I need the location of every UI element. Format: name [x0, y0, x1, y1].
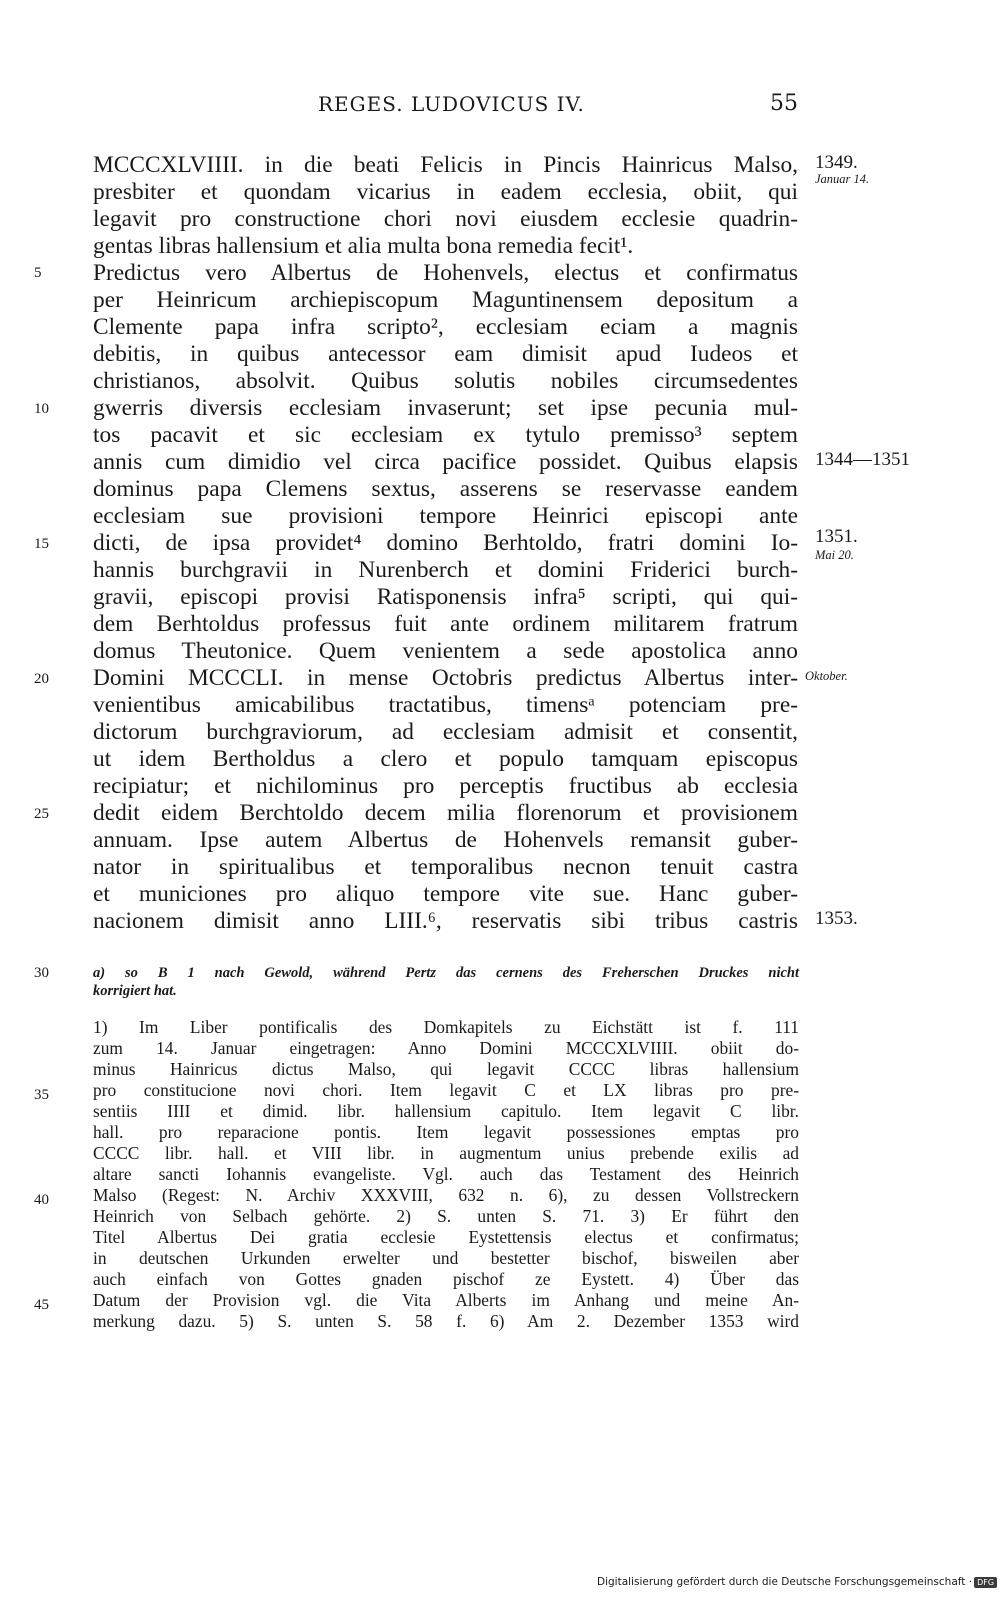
margin-date: Mai 20.	[815, 548, 854, 562]
line-number: 25	[34, 806, 49, 822]
text-line: dem Berhtoldus professus fuit ante ordinem militarem fratrum	[93, 611, 798, 637]
margin-date: 1351.	[815, 526, 858, 547]
footnote-line: Heinrich von Selbach gehörte. 2) S. unten S. 71. 3) Er führt den	[93, 1206, 799, 1226]
text-line: nacionem dimisit anno LIII.⁶, reservatis sibi tribus castris	[93, 908, 798, 934]
text-line: et municiones pro aliquo tempore vite sue. Hanc guber-	[93, 881, 798, 907]
margin-date: 1344—1351	[815, 449, 910, 470]
text-line: dicti, de ipsa providet⁴ domino Berhtoldo, fratri domini Io-	[93, 530, 798, 556]
footnote-line: minus Hainricus dictus Malso, qui legavit CCCC libras hallensium	[93, 1059, 799, 1079]
text-line: presbiter et quondam vicarius in eadem ecclesia, obiit, qui	[93, 179, 798, 205]
margin-date: Januar 14.	[815, 172, 870, 186]
footnote-line: altare sancti Iohannis evangeliste. Vgl. auch das Testament des Heinrich	[93, 1164, 799, 1184]
text-line: tos pacavit et sic ecclesiam ex tytulo premisso³ septem	[93, 422, 798, 448]
line-number: 15	[34, 536, 49, 552]
text-line: gravii, episcopi provisi Ratisponensis infra⁵ scripti, qui qui-	[93, 584, 798, 610]
footnote-line: 1) Im Liber pontificalis des Domkapitels zu Eichstätt ist f. 111	[93, 1017, 799, 1037]
footnote-line: pro constitucione novi chori. Item legavit C et LX libras pro pre-	[93, 1080, 799, 1100]
footnote-line: Malso (Regest: N. Archiv XXXVIII, 632 n. 6), zu dessen Vollstreckern	[93, 1185, 799, 1205]
critical-note-line: korrigiert hat.	[93, 983, 177, 999]
text-line: hannis burchgravii in Nurenberch et domini Friderici burch-	[93, 557, 798, 583]
text-line: gentas libras hallensium et alia multa bona remedia fecit¹.	[93, 233, 634, 259]
text-line: gwerris diversis ecclesiam invaserunt; set ipse pecunia mul-	[93, 395, 798, 421]
running-title: REGES. LUDOVICUS IV.	[318, 92, 585, 116]
text-line: nator in spiritualibus et temporalibus necnon tenuit castra	[93, 854, 798, 880]
text-line: MCCCXLVIIII. in die beati Felicis in Pincis Hainricus Malso,	[93, 152, 798, 178]
line-number: 40	[34, 1192, 49, 1208]
text-line: Domini MCCCLI. in mense Octobris predictus Albertus inter-	[93, 665, 798, 691]
text-line: dedit eidem Berchtoldo decem milia florenorum et provisionem	[93, 800, 798, 826]
footnote-line: in deutschen Urkunden erwelter und bestetter bischof, bisweilen aber	[93, 1248, 799, 1268]
line-number: 20	[34, 671, 49, 687]
line-number: 35	[34, 1087, 49, 1103]
margin-date: 1353.	[815, 908, 858, 929]
text-line: Predictus vero Albertus de Hohenvels, electus et confirmatus	[93, 260, 798, 286]
text-line: ecclesiam sue provisioni tempore Heinrici episcopi ante	[93, 503, 798, 529]
line-number: 10	[34, 401, 49, 417]
footnote-line: zum 14. Januar eingetragen: Anno Domini MCCCXLVIIII. obiit do-	[93, 1038, 799, 1058]
footnote-line: CCCC libr. hall. et VIII libr. in augmentum unius prebende exilis ad	[93, 1143, 799, 1163]
text-line: annis cum dimidio vel circa pacifice possidet. Quibus elapsis	[93, 449, 798, 475]
text-line: venientibus amicabilibus tractatibus, timensᵃ potenciam pre-	[93, 692, 798, 718]
text-line: christianos, absolvit. Quibus solutis nobiles circumsedentes	[93, 368, 798, 394]
footnote-line: merkung dazu. 5) S. unten S. 58 f. 6) Am 2. Dezember 1353 wird	[93, 1311, 799, 1331]
line-number: 5	[34, 265, 42, 281]
text-line: legavit pro constructione chori novi eiusdem ecclesie quadrin-	[93, 206, 798, 232]
line-number: 45	[34, 1297, 49, 1313]
text-line: Clemente papa infra scripto², ecclesiam eciam a magnis	[93, 314, 798, 340]
page-header	[0, 92, 1000, 122]
footnote-line: sentiis IIII et dimid. libr. hallensium capitulo. Item legavit C libr.	[93, 1101, 799, 1121]
footnote-line: Datum der Provision vgl. die Vita Alberts im Anhang und meine An-	[93, 1290, 799, 1310]
text-line: dictorum burchgraviorum, ad ecclesiam admisit et consentit,	[93, 719, 798, 745]
text-line: ut idem Bertholdus a clero et populo tamquam episcopus	[93, 746, 798, 772]
page-number: 55	[770, 91, 798, 116]
text-line: per Heinricum archiepiscopum Maguntinensem depositum a	[93, 287, 798, 313]
text-line: debitis, in quibus antecessor eam dimisit apud Iudeos et	[93, 341, 798, 367]
margin-date: 1349.	[815, 152, 858, 173]
text-line: dominus papa Clemens sextus, asserens se reservasse eandem	[93, 476, 798, 502]
credit-text: Digitalisierung gefördert durch die Deutsche Forschungsgemeinschaft	[597, 1576, 966, 1588]
dfg-logo: · DFG	[969, 1576, 997, 1588]
footnote-line: auch einfach von Gottes gnaden pischof ze Eystett. 4) Über das	[93, 1269, 799, 1289]
text-line: annuam. Ipse autem Albertus de Hohenvels remansit guber-	[93, 827, 798, 853]
line-number: 30	[34, 965, 49, 981]
digitization-credit	[597, 1576, 997, 1588]
footnote-line: Titel Albertus Dei gratia ecclesie Eystettensis electus et confirmatus;	[93, 1227, 799, 1247]
text-line: domus Theutonice. Quem venientem a sede apostolica anno	[93, 638, 798, 664]
footnote-line: hall. pro reparacione pontis. Item legavit possessiones emptas pro	[93, 1122, 799, 1142]
critical-note-line: a) so B 1 nach Gewold, während Pertz das cernens des Freherschen Druckes nicht	[93, 965, 799, 981]
margin-date: Oktober.	[805, 669, 848, 683]
text-line: recipiatur; et nichilominus pro perceptis fructibus ab ecclesia	[93, 773, 798, 799]
